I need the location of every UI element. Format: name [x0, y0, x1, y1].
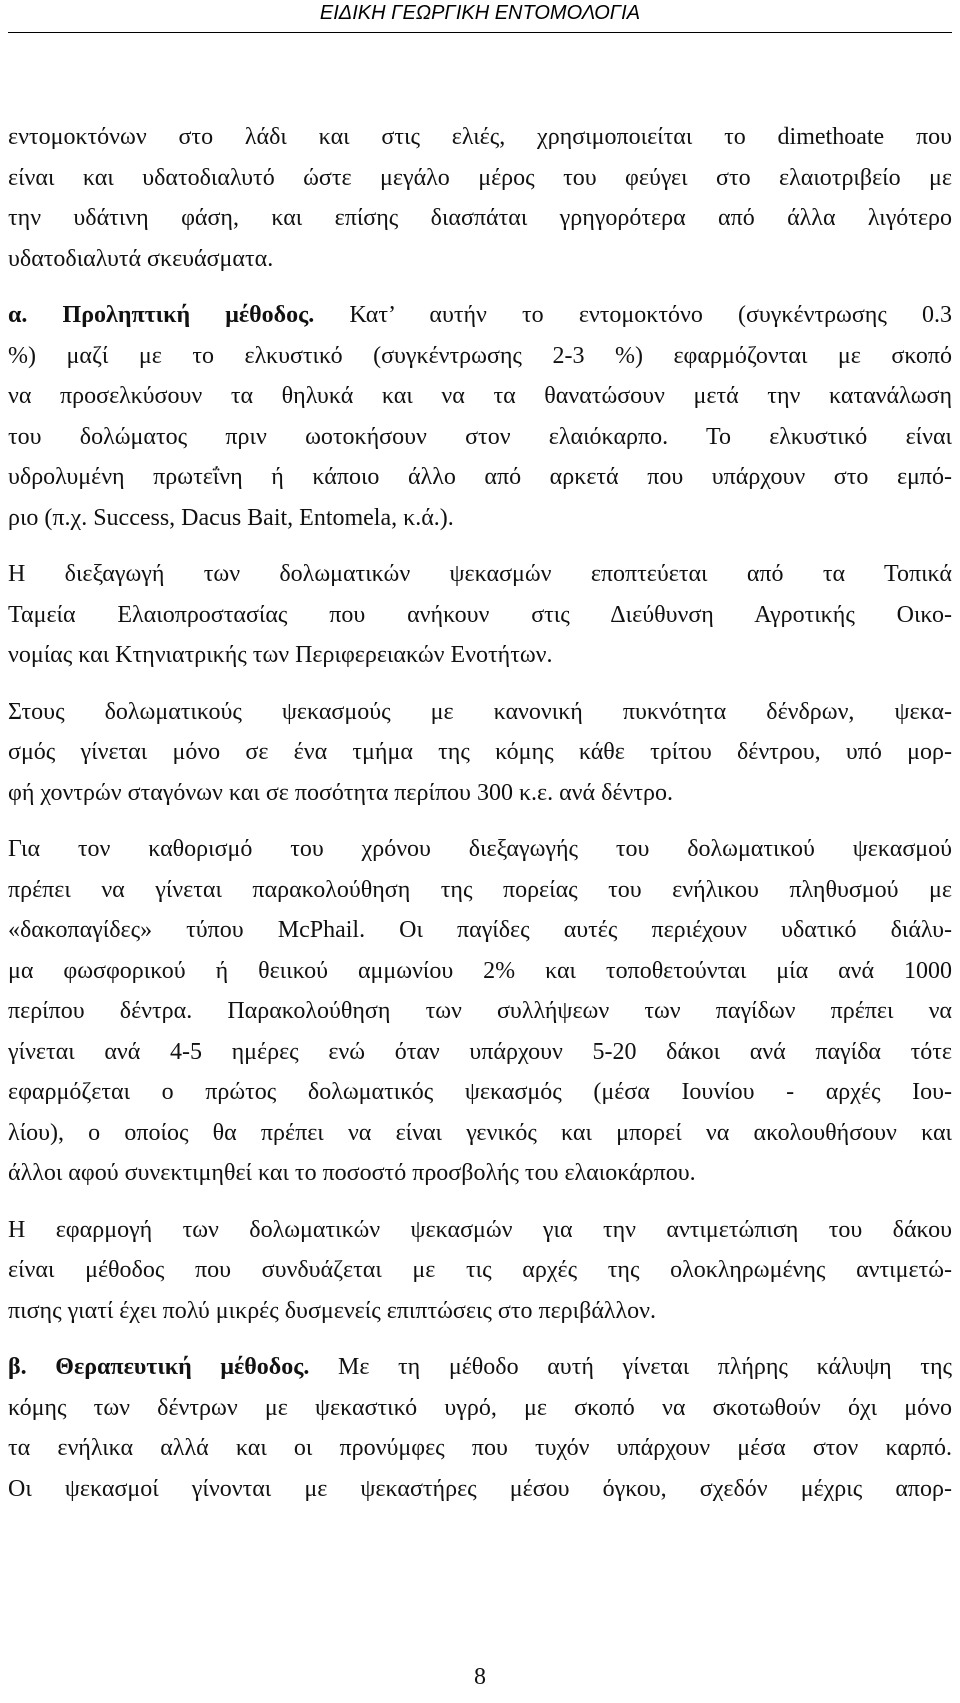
text-line: Η διεξαγωγή των δολωματικών ψεκασμών εποπτεύεται από τα Τοπικά: [8, 561, 952, 587]
text-run: Με τη μέθοδο αυτή γίνεται πλήρης κάλυψη της: [309, 1354, 953, 1380]
paragraph-therapeutic-method: [8, 1347, 952, 1509]
text-line: %) μαζί με το ελκυστικό (συγκέντρωσης 2-3 %) εφαρμόζονται με σκοπό: [8, 342, 952, 369]
paragraph-5: [8, 829, 952, 1194]
text-line: πρέπει να γίνεται παρακολούθηση της πορείας του ενήλικου πληθυσμού με: [8, 876, 952, 903]
paragraph-6: [8, 1210, 952, 1332]
text-line: Ταμεία Ελαιοπροστασίας που ανήκουν στις Διεύθυνση Αγροτικής Οικο-: [8, 601, 952, 628]
text-line: υδατοδιαλυτά σκευάσματα.: [8, 245, 274, 272]
text-line: σμός γίνεται μόνο σε ένα τμήμα της κόμης κάθε τρίτου δέντρου, υπό μορ-: [8, 739, 952, 765]
text-line: νομίας και Κτηνιατρικής των Περιφερειακών Ενοτήτων.: [8, 642, 553, 668]
header-title: ΕΙΔΙΚΗ ΓΕΩΡΓΙΚΗ ΕΝΤΟΜΟΛΟΓΙΑ: [319, 2, 641, 24]
paragraph-preventive-method: [8, 295, 952, 538]
text-line: λίου), ο οποίος θα πρέπει να είναι γενικός και μπορεί να ακολουθήσουν και: [8, 1119, 952, 1146]
paragraph-3: [8, 554, 952, 676]
text-line: γίνεται ανά 4-5 ημέρες ενώ όταν υπάρχουν 5-20 δάκοι ανά παγίδα τότε: [8, 1038, 952, 1065]
running-header: [0, 0, 960, 50]
page-number: 8: [474, 1664, 486, 1690]
text-line: Οι ψεκασμοί γίνονται με ψεκαστήρες μέσου όγκου, σχεδόν μέχρις απορ-: [8, 1475, 952, 1502]
text-line: πισης γιατί έχει πολύ μικρές δυσμενείς επιπτώσεις στο περιβάλλον.: [8, 1297, 657, 1324]
text-line: «δακοπαγίδες» τύπου McPhail. Οι παγίδες αυτές περιέχουν υδατικό διάλυ-: [8, 917, 952, 943]
text-line: να προσελκύσουν τα θηλυκά και να τα θανατώσουν μετά την κατανάλωση: [8, 383, 952, 409]
text-line: του δολώματος πριν ωοτοκήσουν στον ελαιόκαρπο. Το ελκυστικό είναι: [8, 423, 952, 450]
page-body: [8, 117, 952, 1509]
text-line: άλλοι αφού συνεκτιμηθεί και το ποσοστό προσβολής του ελαιοκάρπου.: [8, 1160, 696, 1186]
text-line: [8, 295, 952, 336]
text-line: τα ενήλικα αλλά και οι προνύμφες που τυχόν υπάρχουν μέσα στον καρπό.: [8, 1435, 952, 1461]
text-line: είναι μέθοδος που συνδυάζεται με τις αρχές της ολοκληρωμένης αντιμετώ-: [8, 1257, 952, 1283]
text-line: είναι και υδατοδιαλυτό ώστε μεγάλο μέρος του φεύγει στο ελαιοτριβείο με: [8, 164, 952, 191]
text-line: εφαρμόζεται ο πρώτος δολωματικός ψεκασμός (μέσα Ιουνίου - αρχές Ιου-: [8, 1079, 952, 1105]
text-line: περίπου δέντρα. Παρακολούθηση των συλλήψεων των παγίδων πρέπει να: [8, 998, 952, 1024]
text-line: ριο (π.χ. Success, Dacus Bait, Entomela, κ.ά.).: [8, 504, 454, 531]
paragraph-4: [8, 692, 952, 814]
text-line: φή χοντρών σταγόνων και σε ποσότητα περίπου 300 κ.ε. ανά δέντρο.: [8, 779, 673, 806]
text-line: κόμης των δέντρων με ψεκαστικό υγρό, με σκοπό να σκοτωθούν όχι μόνο: [8, 1394, 952, 1421]
text-line: Η εφαρμογή των δολωματικών ψεκασμών για την αντιμετώπιση του δάκου: [8, 1216, 952, 1243]
text-line: [8, 1347, 952, 1388]
paragraph-1: [8, 117, 952, 279]
header-rule: [8, 32, 952, 33]
text-run: Κατ’ αυτήν το εντομοκτόνο (συγκέντρωσης 0.3: [314, 302, 952, 328]
text-line: εντομοκτόνων στο λάδι και στις ελιές, χρησιμοποιείται το dimethoate που: [8, 124, 952, 150]
text-line: υδρολυμένη πρωτεΐνη ή κάποιο άλλο από αρκετά που υπάρχουν στο εμπό-: [8, 464, 952, 490]
text-line: Στους δολωματικούς ψεκασμούς με κανονική πυκνότητα δένδρων, ψεκα-: [8, 698, 952, 725]
section-heading-preventive: α. Προληπτική μέθοδος.: [8, 302, 315, 328]
section-heading-therapeutic: β. Θεραπευτική μέθοδος.: [8, 1354, 310, 1380]
text-line: την υδάτινη φάση, και επίσης διασπάται γρηγορότερα από άλλα λιγότερο: [8, 205, 952, 231]
text-line: μα φωσφορικού ή θειικού αμμωνίου 2% και τοποθετούνται μία ανά 1000: [8, 957, 952, 984]
text-line: Για τον καθορισμό του χρόνου διεξαγωγής του δολωματικού ψεκασμού: [8, 836, 952, 862]
